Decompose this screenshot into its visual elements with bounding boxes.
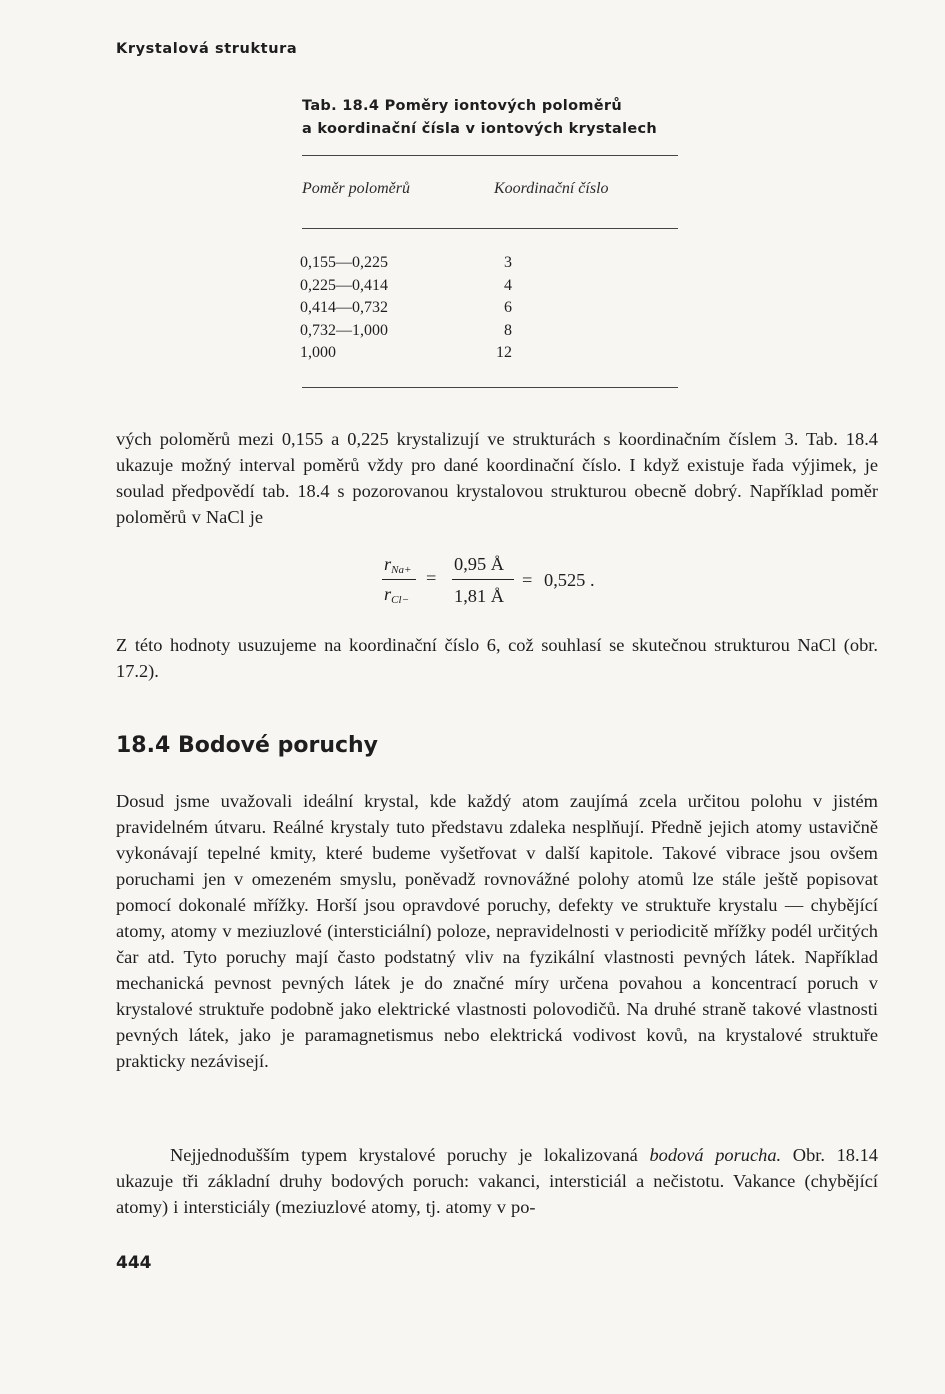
table-caption-line2: a koordinační čísla v iontových krystalech (302, 121, 657, 137)
fraction-bar (452, 579, 514, 580)
ratio-equation (378, 550, 628, 620)
eq-denominator-symbol: $r_{Cl-}$ (384, 584, 409, 606)
paragraph-defects: Dosud jsme uvažovali ideální krystal, kde každý atom zaujímá zcela určitou polohu v jistém pravidelném útvaru. Reálné krystaly tuto představu zdaleka nesplňují. Předně jejich atomy ustavičně vykonávají tepelné kmity, které budeme vyšetřovat v další kapitole. Takové vibrace jsou ovšem poruchami jen v omezeném smyslu, poněvadž rovnovážné polohy atomů lze stále ještě popisovat pomocí dokonalé mřížky. Horší jsou opravdové poruchy, defekty ve struktuře krystalu — chybějící atomy, atomy v meziuzlové (intersticiální) poloze, nepravidelnosti v periodicitě mřížky podél určitých čar atd. Tyto poruchy mají často podstatný vliv na fyzikální vlastnosti pevných látek. Například mechanická pevnost pevných látek je do značné míry určena povahou a koncentrací poruch v krystalové struktuře podobně jako elektrické vlastnosti polovodičů. Na druhé straně takové vlastnosti pevných látek, jako je paramagnetismus nebo elektrická vodivost kovů, na krystalové struktuře prakticky nezávisejí. (116, 791, 878, 1071)
table-row (300, 342, 600, 365)
eq-denominator-value: 1,81 Å (454, 586, 505, 606)
cell-coord: 4 (504, 276, 512, 294)
eq-result: 0,525 . (544, 570, 595, 590)
table-row (300, 320, 600, 343)
table-row (300, 252, 600, 275)
section-heading: 18.4 Bodové poruchy (116, 733, 379, 758)
eq-numerator-symbol: $r_{Na+}$ (384, 554, 412, 576)
eq-equals-2: = (522, 570, 533, 590)
cell-ratio: 0,225—0,414 (300, 276, 388, 294)
emphasis-term: bodová porucha. (649, 1145, 782, 1165)
eq-equals-1: = (426, 568, 437, 588)
table-top-rule (302, 155, 678, 156)
paragraph-conclusion: Z této hodnoty usuzujeme na koordinační číslo 6, což souhlasí se skutečnou strukturou NaCl (obr. 17.2). (116, 635, 878, 681)
eq-numerator-value: 0,95 Å (454, 554, 505, 574)
running-head: Krystalová struktura (116, 41, 298, 57)
paragraph-radius-ratio: vých poloměrů mezi 0,155 a 0,225 krystalizují ve strukturách s koordinačním číslem 3. Tab. 18.4 ukazuje možný interval poměrů vždy pro dané koordinační číslo. I když existuje řada výjimek, je soulad předpovědí tab. 18.4 s pozorovanou krystalovou strukturou obecně dobrý. Například poměr poloměrů v NaCl je (116, 429, 878, 527)
cell-ratio: 0,414—0,732 (300, 299, 388, 316)
page-number: 444 (116, 1253, 152, 1273)
table-header-rule (302, 228, 678, 229)
table-body (300, 252, 600, 365)
cell-ratio: 1,000 (300, 344, 336, 361)
cell-coord: 6 (504, 299, 512, 316)
cell-coord: 3 (504, 254, 512, 271)
table-caption (302, 95, 657, 141)
cell-coord: 8 (504, 321, 512, 339)
table-bottom-rule (302, 387, 678, 388)
table-header-ratio: Poměr poloměrů (302, 180, 410, 197)
cell-coord: 12 (496, 344, 512, 361)
cell-ratio: 0,155—0,225 (300, 254, 388, 271)
table-row (300, 297, 600, 320)
table-row (300, 275, 600, 298)
table-header-coord: Koordinační číslo (494, 180, 609, 197)
cell-ratio: 0,732—1,000 (300, 321, 388, 339)
table-caption-line1: Tab. 18.4 Poměry iontových poloměrů (302, 98, 622, 114)
paragraph-point-defect: Nejjednodušším typem krystalové poruchy je lokalizovaná bodová porucha. Obr. 18.14 ukazuje tři základní druhy bodových poruch: vakanci, intersticiál a nečistotu. Vakance (chybějící atomy) i intersticiály (meziuzlové atomy, tj. atomy v po- (116, 1145, 878, 1217)
fraction-bar (382, 579, 416, 580)
